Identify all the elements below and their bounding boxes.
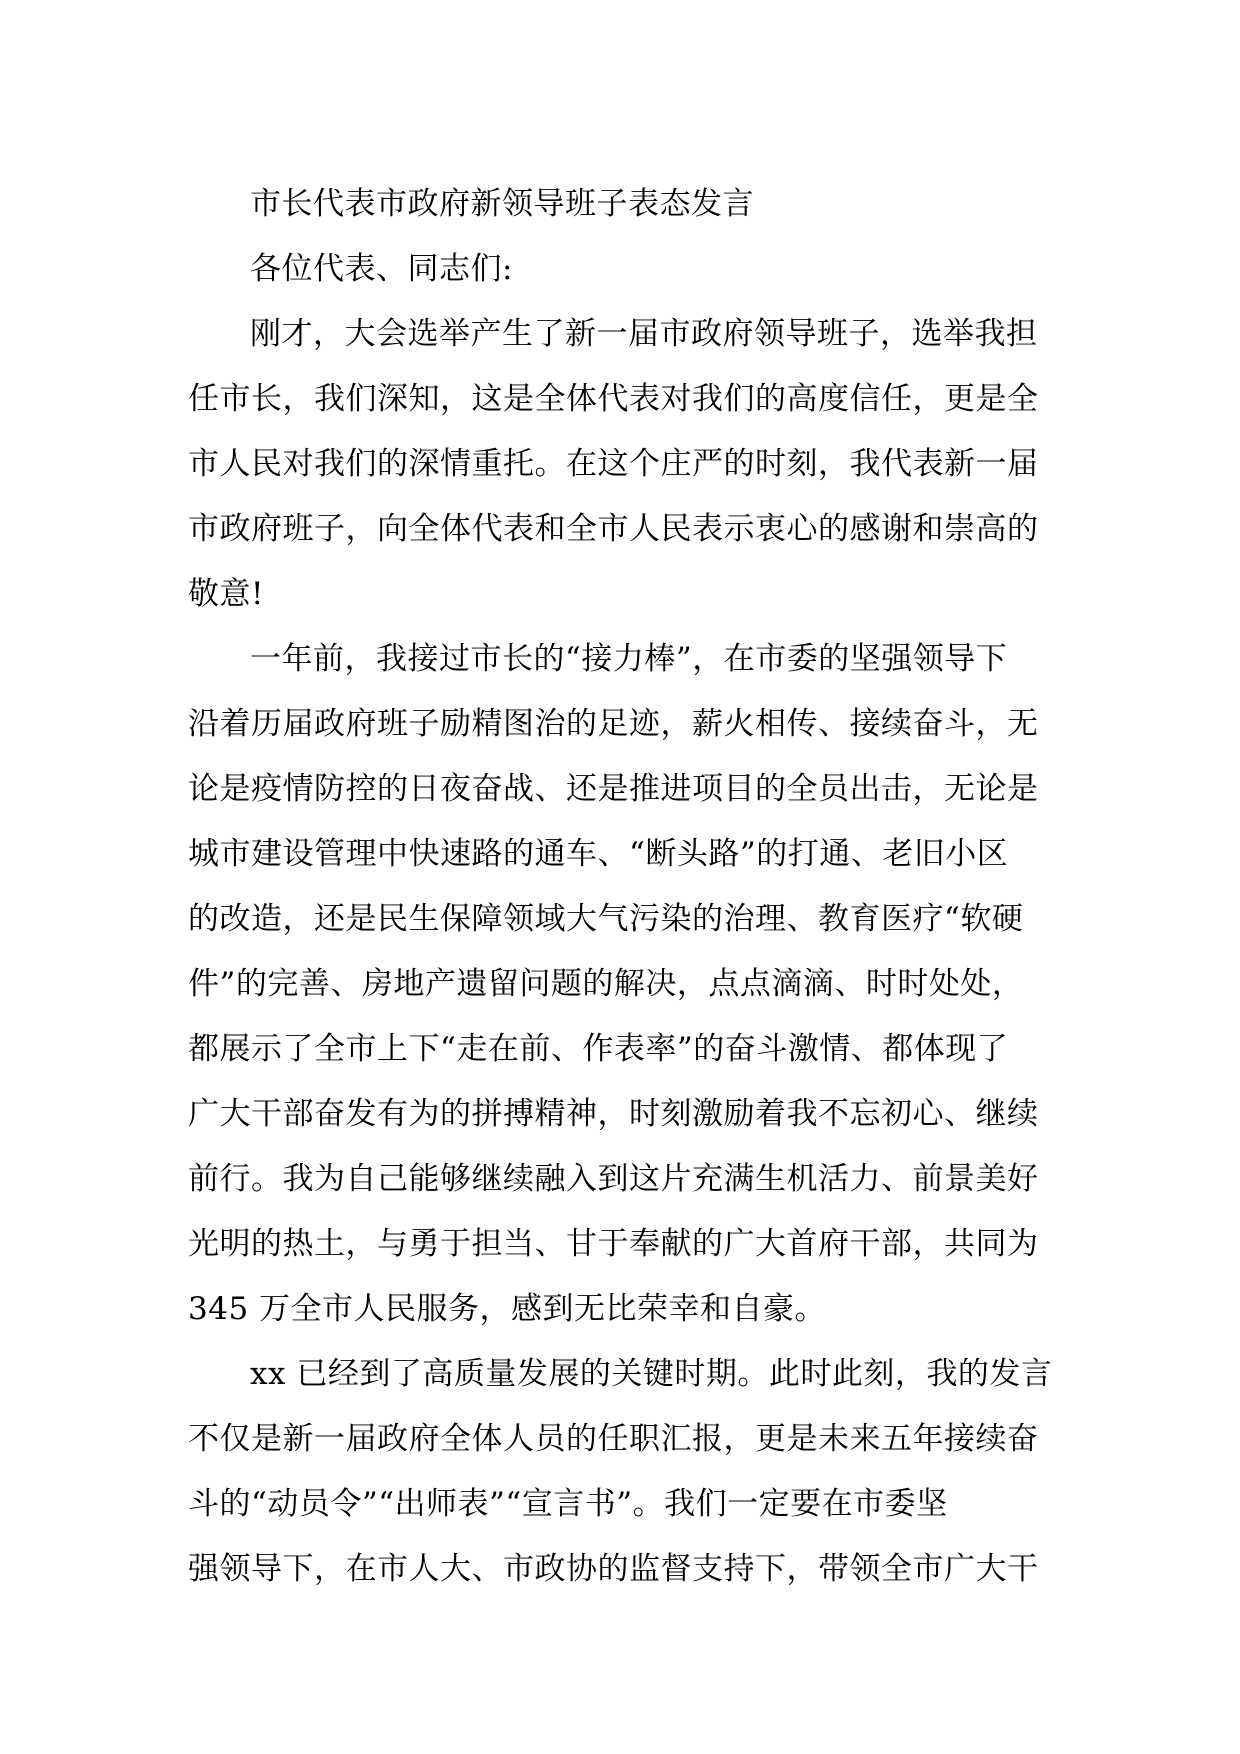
paragraph-line: 任市长，我们深知，这是全体代表对我们的高度信任，更是全: [188, 381, 1039, 417]
paragraph-line: 市政府班子，向全体代表和全市人民表示衷心的感谢和崇高的: [188, 511, 1039, 547]
document-body: [188, 172, 1060, 1602]
paragraph-line: 的改造，还是民生保障领域大气污染的治理、教育医疗“软硬: [188, 901, 1024, 937]
paragraph-line: 一年前，我接过市长的“接力棒”，在市委的坚强领导下: [250, 641, 1008, 677]
paragraph-line: 敬意!: [188, 576, 264, 612]
paragraph-line: 件”的完善、房地产遗留问题的解决，点点滴滴、时时处处，: [188, 966, 1024, 1002]
document-title: 市长代表市政府新领导班子表态发言: [250, 186, 754, 222]
paragraph-line: xx 已经到了高质量发展的关键时期。此时此刻，我的发言: [250, 1356, 1053, 1392]
paragraph-line: 刚才，大会选举产生了新一届市政府领导班子，选举我担: [250, 316, 1038, 352]
salutation: 各位代表、同志们:: [250, 251, 513, 287]
paragraph-line: 光明的热土，与勇于担当、甘于奉献的广大首府干部，共同为: [188, 1226, 1039, 1262]
paragraph-line: 都展示了全市上下“走在前、作表率”的奋斗激情、都体现了: [188, 1031, 1009, 1067]
paragraph-line: 沿着历届政府班子励精图治的足迹，薪火相传、接续奋斗，无: [188, 706, 1039, 742]
paragraph-line: 论是疫情防控的日夜奋战、还是推进项目的全员出击，无论是: [188, 771, 1039, 807]
paragraph-line: 345 万全市人民服务，感到无比荣幸和自豪。: [188, 1291, 827, 1327]
paragraph-line: 强领导下，在市人大、市政协的监督支持下，带领全市广大干: [188, 1551, 1039, 1587]
paragraph-line: 斗的“动员令”“出师表”“宣言书”。我们一定要在市委坚: [188, 1486, 948, 1522]
paragraph-line: 前行。我为自己能够继续融入到这片充满生机活力、前景美好: [188, 1161, 1039, 1197]
paragraph-line: 不仅是新一届政府全体人员的任职汇报，更是未来五年接续奋: [188, 1421, 1039, 1457]
paragraph-line: 市人民对我们的深情重托。在这个庄严的时刻，我代表新一届: [188, 446, 1039, 482]
paragraph-line: 广大干部奋发有为的拼搏精神，时刻激励着我不忘初心、继续: [188, 1096, 1039, 1132]
paragraph-line: 城市建设管理中快速路的通车、“断头路”的打通、老旧小区: [188, 836, 1009, 872]
